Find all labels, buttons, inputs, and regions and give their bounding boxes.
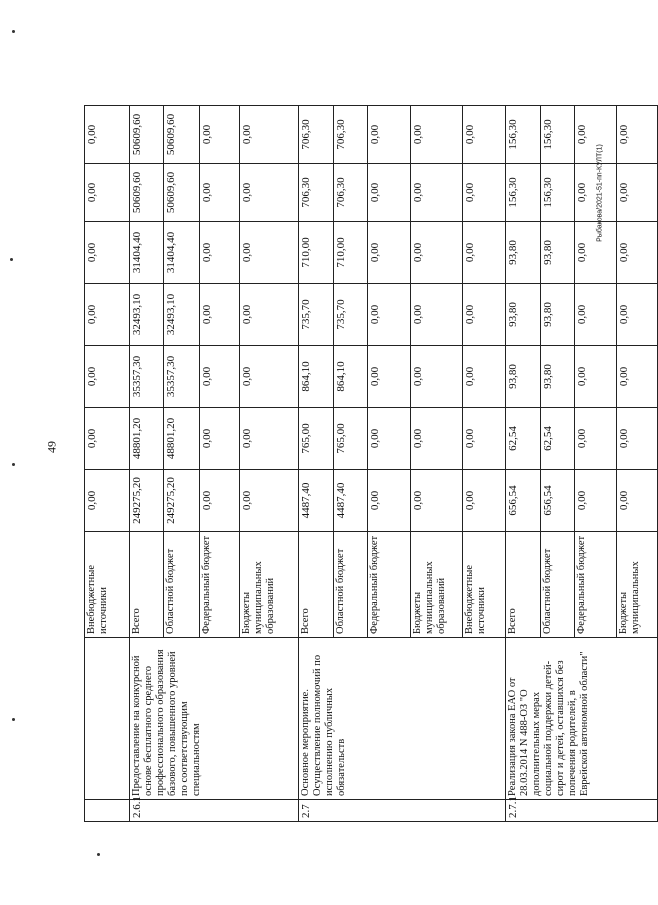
amount-cell: 0,00 (463, 408, 506, 470)
amount-cell: 0,00 (575, 284, 617, 346)
amount-cell: 864,10 (334, 346, 368, 408)
amount-cell: 0,00 (411, 106, 463, 164)
scan-speck (12, 30, 15, 33)
table-row (85, 106, 130, 822)
amount-cell: 50609,60 (164, 164, 200, 222)
amount-cell: 765,00 (299, 408, 334, 470)
amount-cell: 93,80 (541, 222, 575, 284)
amount-cell: 735,70 (299, 284, 334, 346)
budget-table (84, 105, 658, 822)
amount-cell: 0,00 (200, 284, 240, 346)
event-code (85, 800, 130, 822)
amount-cell: 0,00 (617, 346, 658, 408)
page-number: 49 (44, 441, 59, 453)
amount-cell: 0,00 (240, 408, 299, 470)
funding-source: Федеральный бюджет (368, 532, 411, 638)
amount-cell: 0,00 (200, 222, 240, 284)
amount-cell: 0,00 (368, 284, 411, 346)
table-body (85, 106, 658, 822)
table-row (299, 106, 334, 822)
amount-cell: 0,00 (575, 346, 617, 408)
amount-cell: 0,00 (411, 408, 463, 470)
amount-cell: 0,00 (85, 164, 130, 222)
amount-cell: 706,30 (299, 164, 334, 222)
amount-cell: 0,00 (200, 470, 240, 532)
amount-cell: 656,54 (541, 470, 575, 532)
event-code: 2.7.1 (506, 800, 658, 822)
funding-source: Всего (506, 532, 541, 638)
amount-cell: 0,00 (200, 106, 240, 164)
amount-cell: 0,00 (240, 284, 299, 346)
funding-source: Бюджеты муниципальных (617, 532, 658, 638)
amount-cell: 0,00 (463, 106, 506, 164)
amount-cell: 0,00 (85, 470, 130, 532)
amount-cell: 0,00 (368, 106, 411, 164)
amount-cell: 0,00 (617, 164, 658, 222)
amount-cell: 0,00 (240, 164, 299, 222)
amount-cell: 48801,20 (130, 408, 164, 470)
funding-source: Внебюджетные источники (463, 532, 506, 638)
amount-cell: 0,00 (368, 222, 411, 284)
funding-source: Бюджеты муниципальных образований (411, 532, 463, 638)
scan-speck (12, 463, 15, 466)
amount-cell: 93,80 (506, 222, 541, 284)
funding-source: Всего (299, 532, 334, 638)
amount-cell: 0,00 (463, 284, 506, 346)
amount-cell: 35357,30 (164, 346, 200, 408)
document-reference: Рыбакова/2021-51-пп-КУЛТ(1) (596, 144, 604, 242)
amount-cell: 0,00 (575, 408, 617, 470)
amount-cell: 50609,60 (130, 106, 164, 164)
amount-cell: 0,00 (200, 164, 240, 222)
amount-cell: 0,00 (617, 408, 658, 470)
amount-cell: 35357,30 (130, 346, 164, 408)
amount-cell: 0,00 (411, 284, 463, 346)
amount-cell: 50609,60 (130, 164, 164, 222)
amount-cell: 0,00 (240, 106, 299, 164)
amount-cell: 0,00 (368, 164, 411, 222)
funding-source: Федеральный бюджет (200, 532, 240, 638)
amount-cell: 0,00 (463, 346, 506, 408)
amount-cell: 31404,40 (130, 222, 164, 284)
amount-cell: 765,00 (334, 408, 368, 470)
amount-cell: 0,00 (411, 346, 463, 408)
amount-cell: 48801,20 (164, 408, 200, 470)
event-name (85, 638, 130, 800)
amount-cell: 32493,10 (164, 284, 200, 346)
amount-cell: 0,00 (368, 408, 411, 470)
scan-speck (10, 258, 13, 261)
amount-cell: 0,00 (240, 470, 299, 532)
funding-source: Областной бюджет (541, 532, 575, 638)
amount-cell: 706,30 (299, 106, 334, 164)
amount-cell: 0,00 (411, 470, 463, 532)
amount-cell: 706,30 (334, 106, 368, 164)
amount-cell: 0,00 (411, 164, 463, 222)
amount-cell: 0,00 (85, 284, 130, 346)
amount-cell: 735,70 (334, 284, 368, 346)
amount-cell: 0,00 (575, 470, 617, 532)
amount-cell: 4487,40 (299, 470, 334, 532)
amount-cell: 0,00 (240, 222, 299, 284)
amount-cell: 156,30 (506, 106, 541, 164)
amount-cell: 156,30 (506, 164, 541, 222)
amount-cell: 93,80 (506, 284, 541, 346)
amount-cell: 93,80 (541, 346, 575, 408)
amount-cell: 156,30 (541, 106, 575, 164)
amount-cell: 0,00 (411, 222, 463, 284)
amount-cell: 0,00 (463, 222, 506, 284)
funding-source: Федеральный бюджет (575, 532, 617, 638)
amount-cell: 0,00 (200, 346, 240, 408)
scan-speck (97, 853, 100, 856)
amount-cell: 0,00 (368, 470, 411, 532)
amount-cell: 0,00 (575, 222, 617, 284)
event-name: Предоставление на конкурсной основе бесплатного среднего профессионального образования базового, повышенного уровней по соответствующим специальностям (130, 638, 299, 800)
amount-cell: 0,00 (463, 164, 506, 222)
funding-source: Областной бюджет (164, 532, 200, 638)
amount-cell: 0,00 (368, 346, 411, 408)
amount-cell: 4487,40 (334, 470, 368, 532)
amount-cell: 0,00 (85, 106, 130, 164)
table-row (130, 106, 164, 822)
amount-cell: 31404,40 (164, 222, 200, 284)
amount-cell: 656,54 (506, 470, 541, 532)
amount-cell: 62,54 (506, 408, 541, 470)
amount-cell: 0,00 (463, 470, 506, 532)
event-code: 2.6.1 (130, 800, 299, 822)
amount-cell: 710,00 (299, 222, 334, 284)
event-name: Основное мероприятие. Осуществление полномочий по исполнению публичных обязательств (299, 638, 506, 800)
amount-cell: 0,00 (575, 106, 617, 164)
event-code: 2.7 (299, 800, 506, 822)
amount-cell: 0,00 (85, 346, 130, 408)
amount-cell: 93,80 (541, 284, 575, 346)
amount-cell: 50609,60 (164, 106, 200, 164)
amount-cell: 710,00 (334, 222, 368, 284)
amount-cell: 0,00 (85, 222, 130, 284)
amount-cell: 864,10 (299, 346, 334, 408)
funding-source: Бюджеты муниципальных образований (240, 532, 299, 638)
funding-source: Всего (130, 532, 164, 638)
amount-cell: 62,54 (541, 408, 575, 470)
amount-cell: 0,00 (617, 470, 658, 532)
amount-cell: 156,30 (541, 164, 575, 222)
amount-cell: 249275,20 (164, 470, 200, 532)
amount-cell: 0,00 (617, 222, 658, 284)
amount-cell: 0,00 (200, 408, 240, 470)
amount-cell: 0,00 (575, 164, 617, 222)
amount-cell: 93,80 (506, 346, 541, 408)
funding-source: Областной бюджет (334, 532, 368, 638)
amount-cell: 0,00 (240, 346, 299, 408)
event-name: Реализация закона ЕАО от 28.03.2014 N 488-ОЗ "О дополнительных мерах социальной поддержки детей-сирот и детей, оставшихся без попечения родителей, в Еврейской автономной области" (506, 638, 658, 800)
amount-cell: 32493,10 (130, 284, 164, 346)
funding-source: Внебюджетные источники (85, 532, 130, 638)
amount-cell: 0,00 (617, 106, 658, 164)
amount-cell: 706,30 (334, 164, 368, 222)
amount-cell: 0,00 (85, 408, 130, 470)
amount-cell: 249275,20 (130, 470, 164, 532)
amount-cell: 0,00 (617, 284, 658, 346)
table-row (506, 106, 541, 822)
scan-speck (12, 718, 15, 721)
